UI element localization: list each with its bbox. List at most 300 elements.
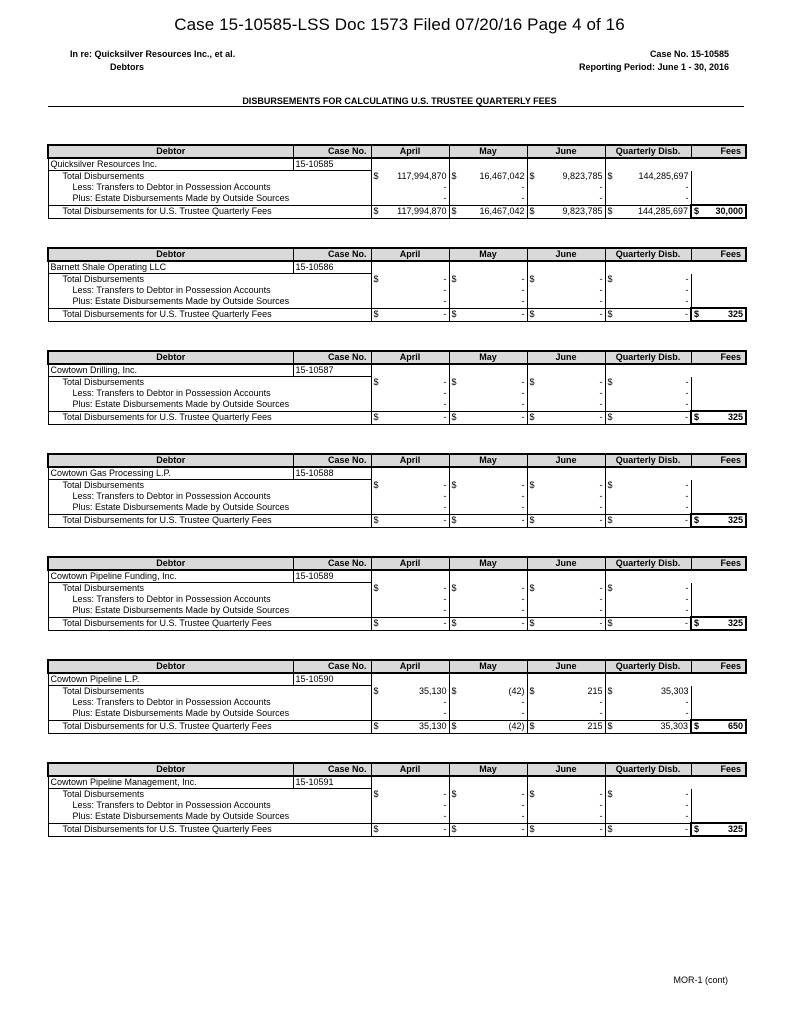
fee-total-row-april	[371, 205, 449, 218]
debtor-name: Cowtown Pipeline L.P.	[48, 673, 293, 686]
header-april: April	[371, 660, 449, 673]
header-april: April	[371, 145, 449, 158]
empty-cell	[527, 570, 605, 583]
empty-cell	[371, 261, 449, 274]
amount-value: 16,467,042	[479, 170, 525, 181]
fee-value: 325	[727, 412, 743, 422]
debtor-table	[47, 350, 747, 425]
fee-total-row-label: Total Disbursements for U.S. Trustee Quarterly Fees	[48, 617, 371, 630]
total-disbursements-row	[48, 480, 746, 492]
currency-symbol: $	[373, 721, 379, 731]
currency-symbol: $	[694, 824, 700, 834]
less-transfers-row	[48, 697, 746, 708]
currency-symbol: $	[694, 721, 700, 731]
plus-estate-row-label: Plus: Estate Disbursements Made by Outside Sources	[48, 502, 371, 514]
fee-value: 325	[727, 618, 743, 628]
currency-symbol: $	[529, 515, 535, 525]
left-header	[70, 48, 235, 74]
empty-cell	[371, 570, 449, 583]
amount-value: -	[685, 491, 689, 501]
currency-symbol: $	[373, 206, 379, 216]
empty-cell	[691, 594, 746, 605]
currency-symbol: $	[607, 479, 613, 490]
empty-cell	[691, 502, 746, 514]
total-disbursements-row-may	[449, 583, 527, 595]
currency-symbol: $	[694, 309, 700, 319]
empty-cell	[691, 789, 746, 801]
amount-value: -	[599, 399, 603, 410]
empty-cell	[449, 673, 527, 686]
currency-symbol: $	[373, 788, 379, 799]
currency-symbol: $	[373, 515, 379, 525]
fee-total-row-may	[449, 308, 527, 321]
header-case-no: Case No.	[293, 557, 371, 570]
amount-value: -	[685, 502, 689, 513]
header-june: June	[527, 454, 605, 467]
header-quarterly: Quarterly Disb.	[605, 660, 691, 673]
empty-cell	[691, 800, 746, 811]
plus-estate-row-quarterly	[605, 708, 691, 720]
empty-cell	[691, 605, 746, 617]
amount-value: -	[521, 296, 525, 307]
currency-symbol: $	[529, 618, 535, 628]
debtor-table	[47, 762, 747, 837]
fee-total-row-label: Total Disbursements for U.S. Trustee Quarterly Fees	[48, 205, 371, 218]
currency-symbol: $	[451, 479, 457, 490]
amount-value: -	[599, 412, 603, 422]
less-transfers-row	[48, 285, 746, 296]
empty-cell	[605, 364, 691, 377]
total-disbursements-row-quarterly	[605, 686, 691, 698]
amount-value: -	[599, 193, 603, 204]
less-transfers-row-june	[527, 182, 605, 193]
fee-total-row-quarterly	[605, 308, 691, 321]
total-disbursements-row-may	[449, 686, 527, 698]
less-transfers-row-june	[527, 594, 605, 605]
header-fees: Fees	[691, 557, 746, 570]
amount-value: -	[443, 594, 447, 604]
plus-estate-row-may	[449, 811, 527, 823]
header-april: April	[371, 248, 449, 261]
amount-value: -	[443, 502, 447, 513]
amount-value: -	[685, 376, 689, 387]
amount-value: -	[599, 515, 603, 525]
fee-amount	[691, 720, 746, 733]
amount-value: -	[599, 182, 603, 192]
fee-total-row	[48, 720, 746, 733]
empty-cell	[691, 399, 746, 411]
fee-amount	[691, 205, 746, 218]
currency-symbol: $	[451, 685, 457, 696]
less-transfers-row-may	[449, 491, 527, 502]
total-disbursements-row	[48, 789, 746, 801]
less-transfers-row-label: Less: Transfers to Debtor in Possession Accounts	[48, 388, 371, 399]
fee-amount	[691, 617, 746, 630]
amount-value: -	[521, 273, 525, 284]
fee-total-row-april	[371, 720, 449, 733]
plus-estate-row-label: Plus: Estate Disbursements Made by Outside Sources	[48, 296, 371, 308]
reporting-period: Reporting Period: June 1 - 30, 2016	[578, 62, 729, 72]
amount-value: 35,303	[660, 685, 689, 696]
header-april: April	[371, 557, 449, 570]
fee-total-row-label: Total Disbursements for U.S. Trustee Quarterly Fees	[48, 411, 371, 424]
header-may: May	[449, 248, 527, 261]
currency-symbol: $	[529, 479, 535, 490]
plus-estate-row	[48, 605, 746, 617]
amount-value: 9,823,785	[562, 206, 603, 216]
total-disbursements-row-may	[449, 789, 527, 801]
header-june: June	[527, 145, 605, 158]
plus-estate-row-may	[449, 296, 527, 308]
amount-value: -	[521, 697, 525, 707]
amount-value: -	[599, 296, 603, 307]
debtor-name: Cowtown Gas Processing L.P.	[48, 467, 293, 480]
total-disbursements-row-label: Total Disbursements	[48, 480, 371, 492]
header-debtor: Debtor	[48, 557, 293, 570]
fee-total-row	[48, 617, 746, 630]
currency-symbol: $	[607, 309, 613, 319]
debtor-name: Cowtown Pipeline Funding, Inc.	[48, 570, 293, 583]
debtor-name: Cowtown Drilling, Inc.	[48, 364, 293, 377]
amount-value: -	[443, 376, 447, 387]
plus-estate-row	[48, 296, 746, 308]
less-transfers-row-quarterly	[605, 285, 691, 296]
currency-symbol: $	[607, 721, 613, 731]
less-transfers-row-may	[449, 594, 527, 605]
amount-value: -	[685, 273, 689, 284]
debtor-name-row	[48, 261, 746, 274]
currency-symbol: $	[694, 515, 700, 525]
plus-estate-row-label: Plus: Estate Disbursements Made by Outside Sources	[48, 811, 371, 823]
table-header-row	[48, 145, 746, 158]
amount-value: -	[521, 788, 525, 799]
fee-total-row-may	[449, 205, 527, 218]
currency-symbol: $	[373, 685, 379, 696]
amount-value: -	[443, 182, 447, 192]
fee-amount	[691, 823, 746, 836]
less-transfers-row-may	[449, 182, 527, 193]
header-fees: Fees	[691, 248, 746, 261]
total-disbursements-row	[48, 274, 746, 286]
fee-total-row-label: Total Disbursements for U.S. Trustee Quarterly Fees	[48, 720, 371, 733]
empty-cell	[691, 158, 746, 171]
header-debtor: Debtor	[48, 145, 293, 158]
plus-estate-row-quarterly	[605, 502, 691, 514]
header-case-no: Case No.	[293, 351, 371, 364]
amount-value: -	[443, 515, 447, 525]
plus-estate-row	[48, 708, 746, 720]
plus-estate-row-quarterly	[605, 811, 691, 823]
empty-cell	[691, 364, 746, 377]
currency-symbol: $	[529, 376, 535, 387]
amount-value: -	[443, 193, 447, 204]
amount-value: -	[521, 388, 525, 398]
header-june: June	[527, 248, 605, 261]
debtor-name-row	[48, 776, 746, 789]
less-transfers-row-label: Less: Transfers to Debtor in Possession Accounts	[48, 594, 371, 605]
amount-value: -	[685, 309, 688, 319]
debtor-case-no: 15-10586	[293, 261, 371, 274]
less-transfers-row-april	[371, 491, 449, 502]
amount-value: -	[599, 708, 603, 719]
debtor-case-no: 15-10588	[293, 467, 371, 480]
fee-total-row-april	[371, 308, 449, 321]
table-header-row	[48, 248, 746, 261]
total-disbursements-row-may	[449, 274, 527, 286]
debtor-case-no: 15-10589	[293, 570, 371, 583]
amount-value: -	[443, 285, 447, 295]
amount-value: -	[685, 582, 689, 593]
empty-cell	[605, 261, 691, 274]
total-disbursements-row-april	[371, 583, 449, 595]
header-may: May	[449, 351, 527, 364]
currency-symbol: $	[451, 309, 457, 319]
fee-total-row	[48, 411, 746, 424]
header-may: May	[449, 660, 527, 673]
total-disbursements-row-label: Total Disbursements	[48, 583, 371, 595]
amount-value: -	[599, 824, 603, 834]
amount-value: -	[443, 824, 447, 834]
amount-value: -	[443, 788, 447, 799]
header-quarterly: Quarterly Disb.	[605, 248, 691, 261]
amount-value: -	[521, 182, 525, 192]
debtor-name-row	[48, 467, 746, 480]
header-case-no: Case No.	[293, 763, 371, 776]
amount-value: -	[443, 618, 447, 628]
less-transfers-row	[48, 388, 746, 399]
debtor-blocks	[47, 144, 745, 865]
total-disbursements-row-april	[371, 789, 449, 801]
debtors-line: Debtors	[110, 62, 145, 72]
fee-total-row-june	[527, 823, 605, 836]
plus-estate-row	[48, 399, 746, 411]
debtor-name-row	[48, 158, 746, 171]
header-june: June	[527, 763, 605, 776]
empty-cell	[605, 467, 691, 480]
debtor-case-no: 15-10587	[293, 364, 371, 377]
amount-value: -	[443, 388, 447, 398]
amount-value: -	[599, 285, 603, 295]
title-rule	[48, 106, 744, 107]
amount-value: -	[521, 399, 525, 410]
plus-estate-row-april	[371, 502, 449, 514]
amount-value: 16,467,042	[479, 206, 525, 216]
currency-symbol: $	[694, 206, 700, 216]
less-transfers-row-april	[371, 594, 449, 605]
plus-estate-row-quarterly	[605, 193, 691, 205]
debtor-table	[47, 556, 747, 631]
total-disbursements-row-label: Total Disbursements	[48, 789, 371, 801]
header-may: May	[449, 763, 527, 776]
fee-total-row-may	[449, 411, 527, 424]
less-transfers-row-quarterly	[605, 800, 691, 811]
fee-total-row-quarterly	[605, 720, 691, 733]
fee-total-row-april	[371, 514, 449, 527]
header-fees: Fees	[691, 145, 746, 158]
currency-symbol: $	[607, 824, 613, 834]
less-transfers-row-april	[371, 285, 449, 296]
currency-symbol: $	[529, 206, 535, 216]
amount-value: -	[521, 605, 525, 616]
header-june: June	[527, 557, 605, 570]
empty-cell	[691, 274, 746, 286]
amount-value: -	[685, 296, 689, 307]
debtor-name: Barnett Shale Operating LLC	[48, 261, 293, 274]
header-fees: Fees	[691, 351, 746, 364]
fee-amount	[691, 411, 746, 424]
plus-estate-row-june	[527, 193, 605, 205]
document-title: DISBURSEMENTS FOR CALCULATING U.S. TRUSTEE QUARTERLY FEES	[242, 96, 557, 106]
total-disbursements-row-june	[527, 171, 605, 183]
amount-value: -	[521, 594, 525, 604]
debtor-name-row	[48, 570, 746, 583]
amount-value: -	[443, 811, 447, 822]
amount-value: -	[443, 491, 447, 501]
amount-value: -	[599, 605, 603, 616]
less-transfers-row-label: Less: Transfers to Debtor in Possession Accounts	[48, 182, 371, 193]
empty-cell	[527, 261, 605, 274]
debtor-case-no: 15-10585	[293, 158, 371, 171]
amount-value: -	[443, 479, 447, 490]
total-disbursements-row-april	[371, 480, 449, 492]
total-disbursements-row-june	[527, 377, 605, 389]
in-re-line: In re: Quicksilver Resources Inc., et al.	[70, 49, 236, 59]
empty-cell	[527, 776, 605, 789]
empty-cell	[691, 697, 746, 708]
amount-value: -	[685, 811, 689, 822]
less-transfers-row-quarterly	[605, 594, 691, 605]
amount-value: 215	[587, 721, 603, 731]
less-transfers-row-may	[449, 697, 527, 708]
header-debtor: Debtor	[48, 351, 293, 364]
currency-symbol: $	[451, 721, 457, 731]
empty-cell	[691, 377, 746, 389]
total-disbursements-row-label: Total Disbursements	[48, 171, 371, 183]
empty-cell	[691, 673, 746, 686]
amount-value: -	[685, 388, 689, 398]
table-header-row	[48, 660, 746, 673]
currency-symbol: $	[607, 376, 613, 387]
less-transfers-row-june	[527, 697, 605, 708]
currency-symbol: $	[607, 788, 613, 799]
fee-total-row-quarterly	[605, 823, 691, 836]
amount-value: -	[599, 788, 603, 799]
amount-value: 35,130	[418, 685, 447, 696]
empty-cell	[371, 364, 449, 377]
total-disbursements-row-label: Total Disbursements	[48, 686, 371, 698]
amount-value: -	[685, 800, 689, 810]
currency-symbol: $	[607, 170, 613, 181]
debtor-case-no: 15-10590	[293, 673, 371, 686]
empty-cell	[691, 182, 746, 193]
empty-cell	[605, 158, 691, 171]
amount-value: -	[599, 582, 603, 593]
currency-symbol: $	[373, 582, 379, 593]
fee-total-row-may	[449, 720, 527, 733]
currency-symbol: $	[451, 170, 457, 181]
amount-value: -	[685, 788, 689, 799]
header-april: April	[371, 763, 449, 776]
less-transfers-row-may	[449, 285, 527, 296]
table-header-row	[48, 557, 746, 570]
debtor-name: Cowtown Pipeline Management, Inc.	[48, 776, 293, 789]
fee-total-row-june	[527, 308, 605, 321]
amount-value: 117,994,870	[397, 170, 447, 181]
currency-symbol: $	[451, 376, 457, 387]
table-header-row	[48, 454, 746, 467]
total-disbursements-row-quarterly	[605, 789, 691, 801]
amount-value: -	[685, 182, 689, 192]
amount-value: -	[599, 479, 603, 490]
total-disbursements-row-quarterly	[605, 583, 691, 595]
total-disbursements-row-quarterly	[605, 480, 691, 492]
amount-value: -	[521, 479, 525, 490]
debtor-table	[47, 453, 747, 528]
fee-value: 650	[727, 721, 743, 731]
currency-symbol: $	[451, 515, 457, 525]
empty-cell	[371, 467, 449, 480]
plus-estate-row-april	[371, 605, 449, 617]
currency-symbol: $	[607, 206, 613, 216]
empty-cell	[371, 776, 449, 789]
empty-cell	[527, 158, 605, 171]
less-transfers-row-label: Less: Transfers to Debtor in Possession Accounts	[48, 697, 371, 708]
empty-cell	[691, 686, 746, 698]
plus-estate-row-may	[449, 399, 527, 411]
currency-symbol: $	[529, 788, 535, 799]
amount-value: (42)	[508, 721, 525, 731]
amount-value: -	[443, 296, 447, 307]
amount-value: -	[521, 582, 525, 593]
fee-total-row-label: Total Disbursements for U.S. Trustee Quarterly Fees	[48, 308, 371, 321]
empty-cell	[527, 673, 605, 686]
table-header-row	[48, 351, 746, 364]
empty-cell	[449, 364, 527, 377]
less-transfers-row	[48, 491, 746, 502]
currency-symbol: $	[694, 618, 700, 628]
amount-value: -	[521, 515, 525, 525]
debtor-table	[47, 144, 747, 219]
fee-total-row-quarterly	[605, 514, 691, 527]
debtor-name: Quicksilver Resources Inc.	[48, 158, 293, 171]
amount-value: -	[521, 491, 525, 501]
header-june: June	[527, 351, 605, 364]
fee-total-row-april	[371, 823, 449, 836]
currency-symbol: $	[529, 170, 535, 181]
currency-symbol: $	[694, 412, 700, 422]
header-april: April	[371, 454, 449, 467]
empty-cell	[691, 480, 746, 492]
empty-cell	[527, 364, 605, 377]
table-header-row	[48, 763, 746, 776]
amount-value: -	[521, 708, 525, 719]
fee-total-row-quarterly	[605, 617, 691, 630]
currency-symbol: $	[451, 824, 457, 834]
amount-value: -	[521, 285, 525, 295]
header-fees: Fees	[691, 763, 746, 776]
page-footer: MOR-1 (cont)	[673, 975, 728, 985]
debtor-name-row	[48, 364, 746, 377]
currency-symbol: $	[529, 309, 535, 319]
empty-cell	[449, 467, 527, 480]
header-june: June	[527, 660, 605, 673]
amount-value: -	[685, 824, 688, 834]
amount-value: -	[599, 811, 603, 822]
header-fees: Fees	[691, 660, 746, 673]
fee-total-row-quarterly	[605, 411, 691, 424]
currency-symbol: $	[373, 479, 379, 490]
amount-value: -	[685, 193, 689, 204]
